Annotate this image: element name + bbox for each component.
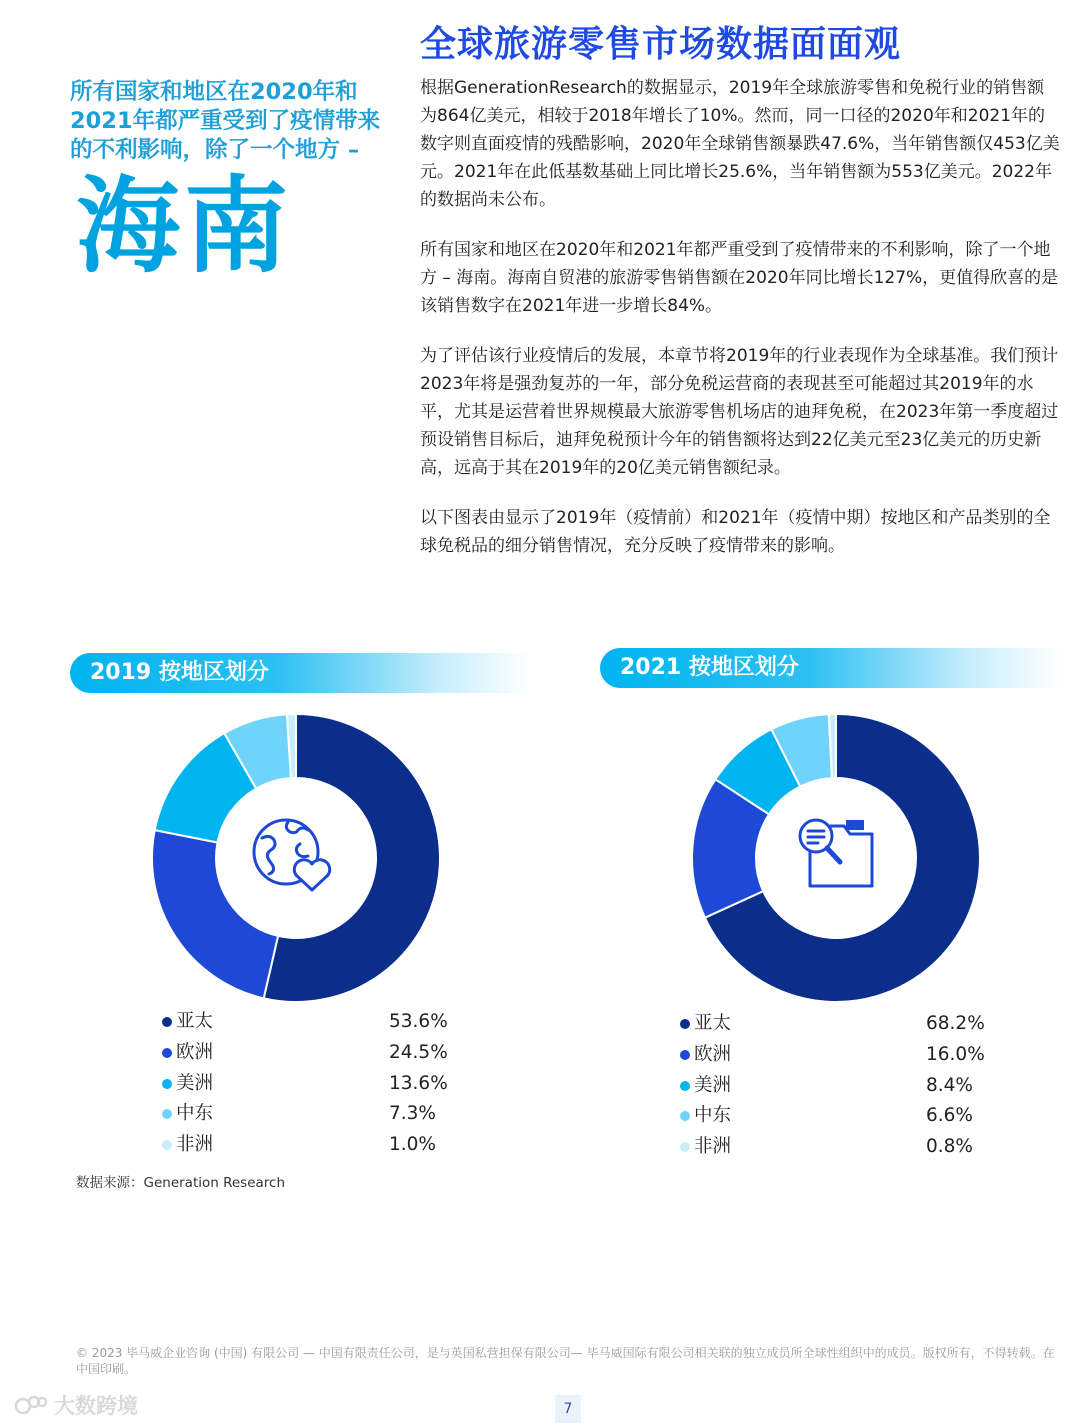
paragraph: 以下图表由显示了2019年（疫情前）和2021年（疫情中期）按地区和产品类别的全球免税品的细分销售情况，充分反映了疫情带来的影响。 <box>420 508 1051 556</box>
legend-label: 亚太 <box>176 1011 214 1032</box>
legend-dot <box>162 1079 172 1089</box>
legend-item <box>162 1130 462 1161</box>
legend-label: 美洲 <box>176 1072 214 1094</box>
body-text <box>420 74 1060 582</box>
legend-label: 欧洲 <box>694 1043 732 1065</box>
legend-dot <box>162 1140 172 1150</box>
legend-dot <box>680 1019 690 1029</box>
paragraph: 为了评估该行业疫情后的发展，本章节将2019年的行业表现作为全球基准。我们预计2023年将是强劲复苏的一年，部分免税运营商的表现甚至可能超过其2019年的水平，尤其是运营着世界规模最大旅游零售机场店的迪拜免税，在2023年第一季度超过预设销售目标后，迪拜免税预计今年的销售额将达到22亿美元至23亿美元的历史新高，远高于其在2019年的20亿美元销售额纪录。 <box>420 346 1059 478</box>
legend-value: 0.8% <box>926 1136 973 1158</box>
chart-header-2021: 2021 按地区划分 <box>600 648 1060 688</box>
donut-chart-2021 <box>690 712 982 1004</box>
legend-value: 6.6% <box>926 1105 973 1127</box>
legend-label: 非洲 <box>176 1134 214 1156</box>
legend-dot <box>162 1109 172 1119</box>
watermark-logo-icon <box>14 1392 48 1418</box>
legend-label: 亚太 <box>694 1013 732 1034</box>
legend-label: 中东 <box>694 1105 732 1127</box>
legend-dot <box>162 1017 172 1027</box>
legend-dot <box>162 1048 172 1058</box>
paragraph: 所有国家和地区在2020年和2021年都严重受到了疫情带来的不利影响，除了一个地方 – 海南。海南自贸港的旅游零售销售额在2020年同比增长127%，更值得欣喜的是该销售数字在2021年进一步增长84%。 <box>420 240 1059 316</box>
callout-text: 所有国家和地区在2020年和2021年都严重受到了疫情带来的不利影响，除了一个地方 – <box>70 79 381 163</box>
legend-item <box>162 1038 462 1069</box>
legend-label: 美洲 <box>694 1074 732 1096</box>
legend-item <box>680 1009 1000 1040</box>
page-number: 7 <box>555 1395 581 1423</box>
data-source: 数据来源：Generation Research <box>76 1175 286 1191</box>
legend-value: 24.5% <box>389 1041 448 1063</box>
watermark <box>14 1390 138 1420</box>
legend-value: 8.4% <box>926 1074 973 1096</box>
legend-label: 非洲 <box>694 1136 732 1158</box>
legend-dot <box>680 1111 690 1121</box>
watermark-text: 大数跨境 <box>54 1394 138 1418</box>
chart-header-2019: 2019 按地区划分 <box>70 653 530 693</box>
copyright-footer: © 2023 毕马威企业咨询 (中国) 有限公司 — 中国有限责任公司，是与英国私营担保有限公司— 毕马威国际有限公司相关联的独立成员所全球性组织中的成员。版权所有，不得转载。在中国印刷。 <box>76 1346 1055 1376</box>
donut-chart-2019 <box>150 712 442 1004</box>
legend-label: 中东 <box>176 1103 214 1125</box>
legend-item <box>680 1132 1000 1163</box>
legend-value: 1.0% <box>389 1134 436 1156</box>
legend-value: 68.2% <box>926 1013 985 1034</box>
legend-value: 7.3% <box>389 1103 436 1125</box>
legend-value: 16.0% <box>926 1043 985 1065</box>
legend-item <box>162 1007 462 1038</box>
legend-item <box>162 1069 462 1100</box>
legend-dot <box>680 1142 690 1152</box>
legend-dot <box>680 1050 690 1060</box>
legend-2019 <box>162 1007 462 1161</box>
legend-value: 13.6% <box>389 1072 448 1094</box>
legend-item <box>680 1071 1000 1102</box>
legend-item <box>680 1101 1000 1132</box>
legend-item <box>162 1099 462 1130</box>
legend-label: 欧洲 <box>176 1041 214 1063</box>
legend-dot <box>680 1081 690 1091</box>
callout-highlight: 海南 <box>76 165 293 287</box>
donut-hole <box>216 778 376 938</box>
paragraph: 根据GenerationResearch的数据显示，2019年全球旅游零售和免税行业的销售额为864亿美元，相较于2018年增长了10%。然而，同一口径的2020年和2021年的数字则直面疫情的残酷影响，2020年全球销售额暴跌47.6%，当年销售额仅453亿美元。2021年在此低基数基础上同比增长25.6%，当年销售额为553亿美元。2022年的数据尚未公布。 <box>420 78 1060 210</box>
legend-2021 <box>680 1009 1000 1163</box>
legend-item <box>680 1040 1000 1071</box>
page-title: 全球旅游零售市场数据面面观 <box>420 24 902 65</box>
legend-value: 53.6% <box>389 1011 448 1032</box>
